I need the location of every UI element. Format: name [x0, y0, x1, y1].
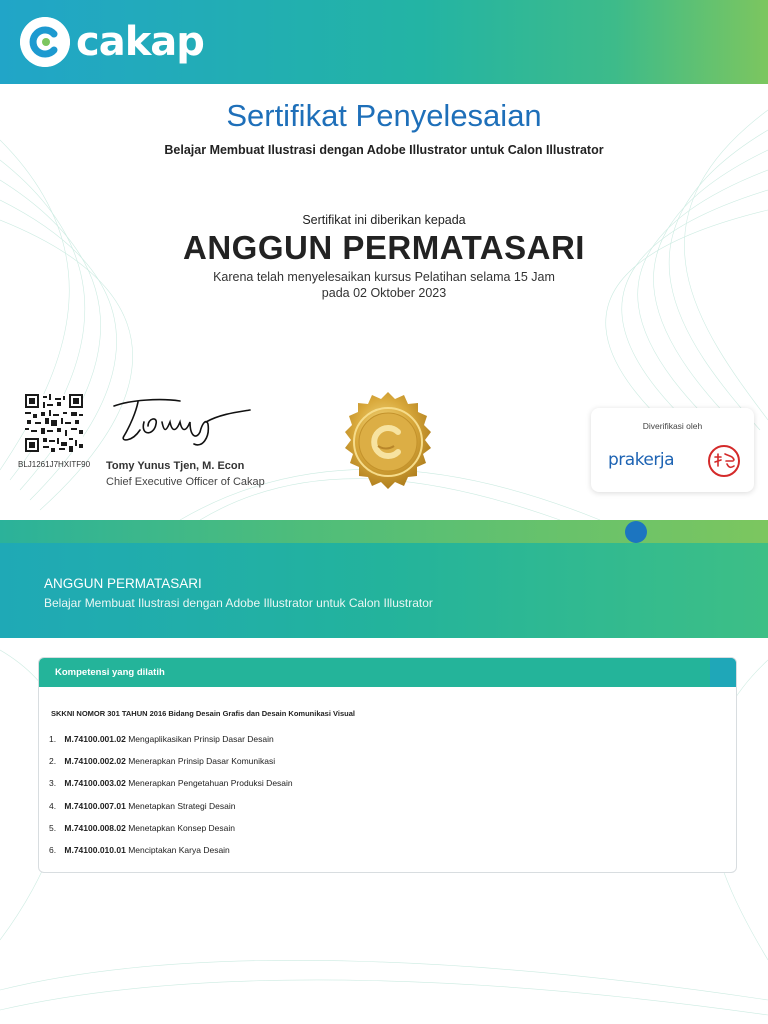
verification-box: [591, 408, 754, 492]
signer-name: Tomy Yunus Tjen, M. Econ: [106, 460, 245, 472]
course-title: Belajar Membuat Ilustrasi dengan Adobe Illustrator untuk Calon Illustrator: [164, 143, 604, 157]
cakap-logo-icon: [20, 17, 70, 67]
card-header-accent: [710, 658, 737, 687]
competency-number: 1.: [49, 734, 57, 744]
detail-recipient-name: ANGGUN PERMATASARI: [44, 576, 202, 591]
competency-code: M.74100.003.02: [64, 778, 126, 789]
verified-by-label: Diverifikasi oleh: [642, 421, 703, 431]
certificate-id: BLJ1261J7HXITF90: [18, 460, 91, 469]
competency-number: 4.: [49, 800, 57, 811]
divider-dot: [625, 521, 647, 543]
completion-reason: Karena telah menyelesaikan kursus Pelatihan selama 15 Jam: [213, 270, 555, 284]
competency-item: [49, 756, 293, 778]
brand-name: cakap: [76, 19, 204, 65]
competency-number: 2.: [49, 756, 57, 767]
prakerja-logo: prakerja: [608, 450, 675, 470]
competency-item: [49, 734, 293, 756]
competency-card-title: Kompetensi yang dilatih: [55, 667, 165, 678]
competency-code: M.74100.002.02: [64, 756, 126, 767]
competency-item: [49, 778, 293, 800]
competency-text: Menciptakan Karya Desain: [128, 844, 230, 855]
detail-course-title: Belajar Membuat Ilustrasi dengan Adobe Illustrator untuk Calon Illustrator: [44, 596, 433, 610]
competency-code: M.74100.007.01: [64, 800, 126, 811]
competency-item: [49, 823, 293, 845]
signature-image: [110, 392, 260, 448]
competency-card-header: [39, 658, 737, 687]
competency-item: [49, 845, 293, 867]
competency-number: 5.: [49, 822, 57, 833]
competency-card: [38, 657, 737, 873]
competency-text: Mengaplikasikan Prinsip Dasar Desain: [128, 734, 274, 744]
competency-code: M.74100.010.01: [64, 844, 126, 855]
competency-text: Menerapkan Pengetahuan Produksi Desain: [128, 778, 293, 789]
competency-text: Menerapkan Prinsip Dasar Komunikasi: [128, 756, 276, 767]
competency-number: 6.: [49, 844, 57, 855]
cakap-logo: [20, 14, 204, 70]
partner-stamp-icon: [707, 444, 741, 478]
qr-code: [25, 394, 83, 452]
recipient-name: ANGGUN PERMATASARI: [183, 229, 585, 266]
competency-number: 3.: [49, 778, 57, 789]
competency-standard: SKKNI NOMOR 301 TAHUN 2016 Bidang Desain Grafis dan Desain Komunikasi Visual: [51, 709, 355, 718]
gold-seal-icon: [336, 390, 440, 494]
competency-code: M.74100.001.02: [64, 734, 126, 744]
given-to-label: Sertifikat ini diberikan kepada: [302, 213, 466, 227]
competency-list: [49, 734, 293, 867]
certificate-title: Sertifikat Penyelesaian: [226, 98, 542, 133]
completion-date: pada 02 Oktober 2023: [321, 286, 447, 300]
competency-item: [49, 801, 293, 823]
competency-code: M.74100.008.02: [64, 822, 126, 833]
competency-text: Menetapkan Konsep Desain: [128, 822, 235, 833]
page-divider: [0, 520, 768, 543]
signer-role: Chief Executive Officer of Cakap: [106, 476, 265, 488]
competency-text: Menetapkan Strategi Desain: [128, 800, 236, 811]
